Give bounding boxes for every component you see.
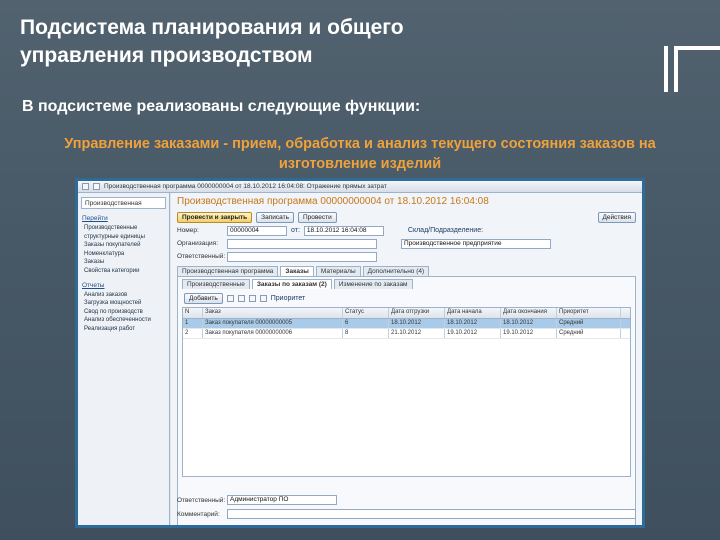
- column-header[interactable]: Дата отгрузки: [389, 308, 445, 318]
- nav-section-goto: Перейти: [82, 215, 108, 222]
- table-cell: 19.10.2012: [501, 329, 557, 338]
- responsible-row: [171, 250, 642, 263]
- responsible-label: Ответственный:: [177, 253, 226, 260]
- slide-title-line1: Подсистема планирования и общего: [20, 16, 404, 39]
- column-header[interactable]: Заказ: [203, 308, 343, 318]
- number-label: Номер:: [177, 227, 199, 234]
- subtab-orders[interactable]: Заказы по заказам (2): [252, 279, 332, 289]
- nav-item[interactable]: Заказы: [84, 259, 105, 266]
- column-header[interactable]: Статус: [343, 308, 389, 318]
- app-topbar: [78, 181, 642, 193]
- priority-label[interactable]: Приоритет: [270, 294, 306, 302]
- date-field[interactable]: 18.10.2012 16:04:08: [304, 226, 384, 236]
- slide-title-line2: управления производством: [20, 44, 313, 67]
- nav-item[interactable]: Реализация работ: [84, 325, 136, 332]
- orders-table: [182, 307, 631, 477]
- table-cell: Средний: [557, 319, 621, 328]
- table-cell: Заказ покупателя 00000000005: [203, 319, 343, 328]
- function-description-line1: Управление заказами - прием, обработка и анализ текущего состояния заказов на: [64, 136, 656, 152]
- subtab-changes[interactable]: Изменение по заказам: [334, 279, 413, 289]
- number-field[interactable]: 00000004: [227, 226, 287, 236]
- warehouse-field[interactable]: Производственное предприятие: [401, 239, 551, 249]
- tab-panel: [177, 276, 636, 528]
- nav-item[interactable]: Анализ заказов: [84, 291, 128, 298]
- org-row: [171, 237, 642, 250]
- table-cell: 19.10.2012: [445, 329, 501, 338]
- grid-toolbar: [178, 291, 635, 305]
- slide-subtitle: В подсистеме реализованы следующие функции:: [22, 98, 421, 115]
- delete-icon[interactable]: [238, 295, 245, 302]
- nav-item[interactable]: Заказы покупателей: [84, 242, 141, 249]
- table-cell: Средний: [557, 329, 621, 338]
- decorative-bar-left: [664, 46, 668, 92]
- bottom-responsible-label: Ответственный:: [177, 496, 226, 504]
- subtabs: [178, 277, 635, 291]
- actions-button[interactable]: Действия: [598, 212, 636, 223]
- document-toolbar: [171, 210, 642, 224]
- function-description-line2: изготовление изделий: [278, 156, 442, 172]
- nav-item[interactable]: Производственные: [84, 225, 138, 231]
- comment-field[interactable]: [227, 509, 636, 519]
- table-cell: 8: [343, 329, 389, 338]
- responsible-bottom-row: [177, 495, 636, 505]
- comment-row: [177, 509, 636, 519]
- slide-title: [20, 14, 620, 70]
- nav-item[interactable]: Анализ обеспеченности: [84, 317, 151, 324]
- nav-item[interactable]: структурные единицы: [84, 233, 145, 240]
- tab-orders[interactable]: Заказы: [280, 266, 313, 276]
- table-cell: 6: [343, 319, 389, 328]
- subtab-production[interactable]: Производственные: [182, 279, 250, 289]
- date-label: от:: [291, 227, 300, 234]
- comment-label: Комментарий:: [177, 510, 220, 518]
- table-cell: 21.10.2012: [389, 329, 445, 338]
- table-row[interactable]: [183, 329, 630, 339]
- column-header[interactable]: Дата начала: [445, 308, 501, 318]
- table-row[interactable]: [183, 319, 630, 329]
- warehouse-label: Склад/Подразделение:: [407, 227, 484, 234]
- tab-additional[interactable]: Дополнительно (4): [363, 266, 430, 276]
- app-screenshot: [75, 178, 645, 528]
- table-cell: Заказ покупателя 00000000006: [203, 329, 343, 338]
- nav-section-reports: Отчеты: [82, 281, 105, 289]
- nav-item[interactable]: Загрузка мощностей: [84, 300, 142, 307]
- move-up-icon[interactable]: [249, 295, 256, 302]
- topbar-title: Производственная программа 0000000004 от 18.10.2012 16:04:08: Отражение прямых затрат: [104, 183, 387, 190]
- add-row-button[interactable]: Добавить: [184, 293, 223, 304]
- bottom-responsible-field[interactable]: Администратор ПО: [227, 495, 337, 505]
- post-button[interactable]: Провести: [298, 212, 337, 223]
- column-header[interactable]: Приоритет: [557, 308, 621, 318]
- home-icon[interactable]: [82, 183, 89, 190]
- tab-production-program[interactable]: Производственная программа: [177, 266, 278, 276]
- edit-icon[interactable]: [227, 295, 234, 302]
- nav-item[interactable]: Номенклатура: [84, 250, 125, 257]
- decorative-bar-right: [674, 46, 720, 92]
- post-and-close-button[interactable]: Провести и закрыть: [177, 212, 252, 223]
- tab-materials[interactable]: Материалы: [316, 266, 361, 276]
- function-description: [18, 134, 702, 174]
- save-button[interactable]: Записать: [256, 212, 294, 223]
- move-down-icon[interactable]: [260, 295, 267, 302]
- nav-panel: [78, 193, 170, 525]
- document-title: Производственная программа 00000000004 от 18.10.2012 16:04:08: [177, 196, 489, 207]
- table-cell: 18.10.2012: [389, 319, 445, 328]
- table-header: [183, 308, 630, 319]
- table-cell: 18.10.2012: [501, 319, 557, 328]
- number-row: [171, 224, 642, 237]
- table-cell: 2: [183, 329, 203, 338]
- document-form: [171, 193, 642, 525]
- org-label: Организация:: [177, 240, 219, 247]
- nav-item[interactable]: Свойства категории: [84, 267, 140, 274]
- org-field[interactable]: [227, 239, 377, 249]
- nav-item[interactable]: Свод по производств: [84, 308, 143, 315]
- table-cell: 1: [183, 319, 203, 328]
- responsible-field[interactable]: [227, 252, 377, 262]
- table-cell: 18.10.2012: [445, 319, 501, 328]
- column-header[interactable]: Дата окончания: [501, 308, 557, 318]
- document-tabs: [171, 266, 642, 276]
- column-header[interactable]: N: [183, 308, 203, 318]
- back-icon[interactable]: [93, 183, 100, 190]
- nav-header[interactable]: Производственная: [81, 197, 166, 209]
